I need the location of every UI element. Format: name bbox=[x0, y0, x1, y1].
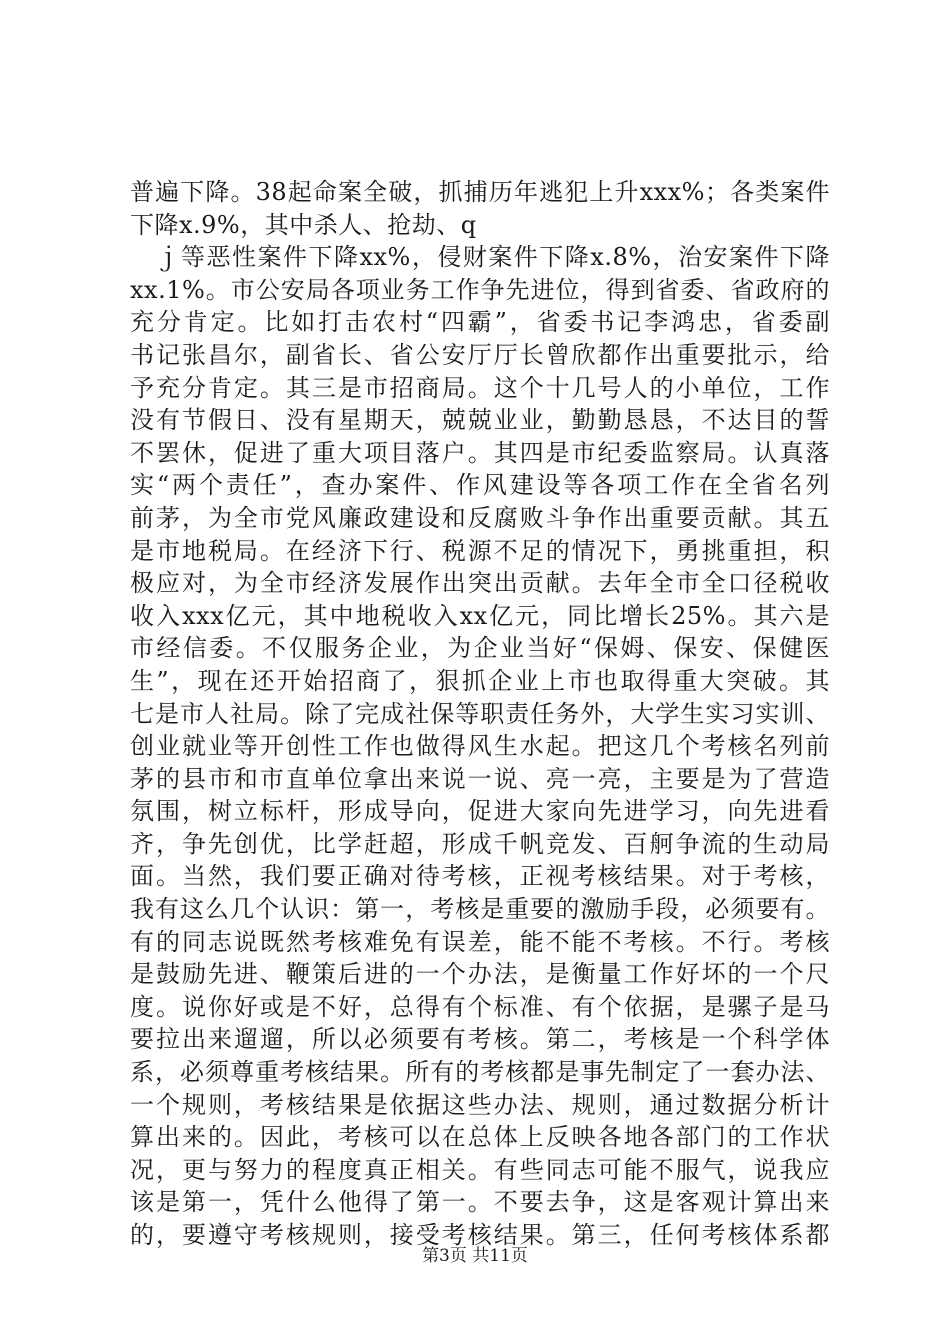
text-line: 普遍下降。38起命案全破，抓捕历年逃犯上升xxx%；各类案件 bbox=[130, 178, 830, 206]
text-line: xx.1%。市公安局各项业务工作争先进位，得到省委、省政府的 bbox=[130, 275, 830, 304]
text-line: 面。当然，我们要正确对待考核，正视考核结果。对于考核， bbox=[130, 862, 830, 891]
text-line: 的，要遵守考核规则，接受考核结果。第三，任何考核体系都 bbox=[130, 1221, 830, 1249]
text-line: 前茅，为全市党风廉政建设和反腐败斗争作出重要贡献。其五 bbox=[130, 503, 830, 532]
text-line: 创业就业等开创性工作也做得风生水起。把这几个考核名列前 bbox=[130, 732, 830, 761]
text-line: 是市地税局。在经济下行、税源不足的情况下，勇挑重担，积 bbox=[130, 536, 830, 565]
text-line: 我有这么几个认识：第一，考核是重要的激励手段，必须要有。 bbox=[130, 895, 830, 924]
text-line: 齐，争先创优，比学赶超，形成千帆竞发、百舸争流的生动局 bbox=[130, 829, 830, 858]
text-line: 市经信委。不仅服务企业，为企业当好“保姆、保安、保健医 bbox=[130, 634, 830, 663]
text-line: 算出来的。因此，考核可以在总体上反映各地各部门的工作状 bbox=[130, 1123, 830, 1152]
text-line: 极应对，为全市经济发展作出突出贡献。去年全市全口径税收 bbox=[130, 569, 830, 598]
text-line: 书记张昌尔，副省长、省公安厅厅长曾欣都作出重要批示，给 bbox=[130, 340, 830, 369]
text-line: 实“两个责任”，查办案件、作风建设等各项工作在全省名列 bbox=[130, 471, 830, 500]
text-line: 该是第一，凭什么他得了第一。不要去争，这是客观计算出来 bbox=[130, 1188, 830, 1217]
text-line: 不罢休，促进了重大项目落户。其四是市纪委监察局。认真落 bbox=[130, 438, 830, 467]
text-line: 茅的县市和市直单位拿出来说一说、亮一亮，主要是为了营造 bbox=[130, 764, 830, 793]
text-line: 要拉出来遛遛，所以必须要有考核。第二，考核是一个科学体 bbox=[130, 1025, 830, 1054]
text-line: 系，必须尊重考核结果。所有的考核都是事先制定了一套办法、 bbox=[130, 1058, 830, 1087]
text-line: 况，更与努力的程度真正相关。有些同志可能不服气，说我应 bbox=[130, 1155, 830, 1184]
text-line: 下降x.9%，其中杀人、抢劫、q bbox=[130, 210, 477, 239]
text-line: 七是市人社局。除了完成社保等职责任务外，大学生实习实训、 bbox=[130, 699, 830, 728]
text-line: 度。说你好或是不好，总得有个标准、有个依据，是骡子是马 bbox=[130, 992, 830, 1021]
text-line: 生”，现在还开始招商了，狠抓企业上市也取得重大突破。其 bbox=[130, 666, 830, 695]
text-line: 充分肯定。比如打击农村“四霸”，省委书记李鸿忠，省委副 bbox=[130, 308, 830, 337]
body-text bbox=[130, 176, 830, 1252]
text-line: 收入xxx亿元，其中地税收入xx亿元，同比增长25%。其六是 bbox=[130, 601, 830, 630]
text-line: 有的同志说既然考核难免有误差，能不能不考核。不行。考核 bbox=[130, 927, 830, 956]
text-line: 予充分肯定。其三是市招商局。这个十几号人的小单位，工作 bbox=[130, 373, 830, 402]
text-line: 没有节假日、没有星期天，兢兢业业，勤勤恳恳，不达目的誓 bbox=[130, 406, 830, 435]
text-line: 是鼓励先进、鞭策后进的一个办法，是衡量工作好坏的一个尺 bbox=[130, 960, 830, 989]
page-number-footer: 第3页 共11页 bbox=[422, 1246, 528, 1266]
text-line: ｊ等恶性案件下降xx%，侵财案件下降x.8%，治安案件下降 bbox=[130, 243, 830, 272]
text-line: 氛围，树立标杆，形成导向，促进大家向先进学习，向先进看 bbox=[130, 797, 830, 826]
text-line: 一个规则，考核结果是依据这些办法、规则，通过数据分析计 bbox=[130, 1090, 830, 1119]
